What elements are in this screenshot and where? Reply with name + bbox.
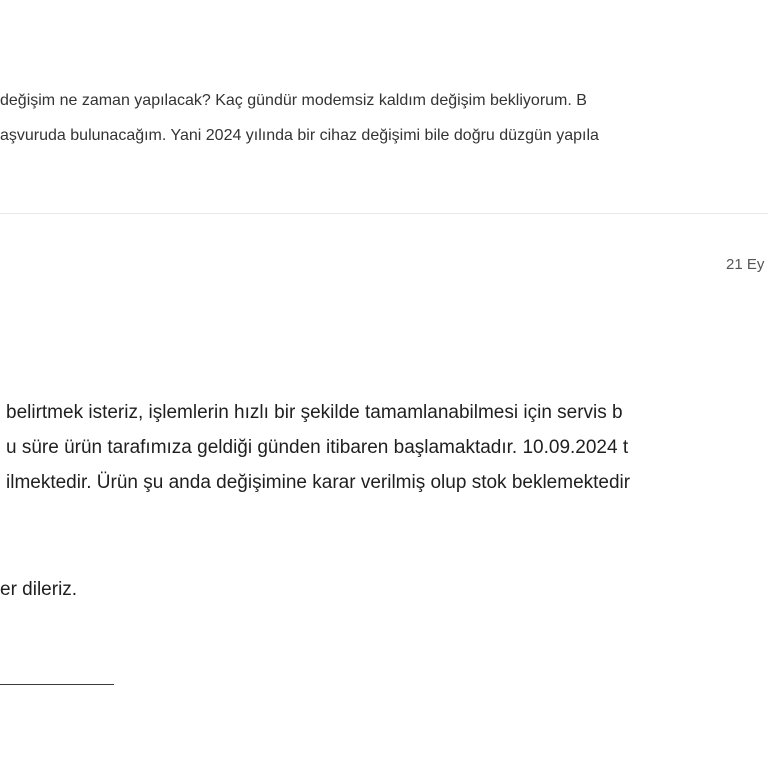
complaint-text-line-2: aşvuruda bulunacağım. Yani 2024 yılında bir cihaz değişimi bile doğru düzgün yapıla — [0, 127, 599, 144]
reply-closing-line: er dileriz. — [0, 579, 78, 600]
message-divider — [0, 213, 768, 214]
reply-text-line-3: ilmektedir. Ürün şu anda değişimine karar verilmiş olup stok beklemektedir — [6, 472, 631, 493]
reply-text-line-2: u süre ürün tarafımıza geldiği günden itibaren başlamaktadır. 10.09.2024 t — [6, 437, 629, 458]
signature-separator — [0, 684, 114, 685]
complaint-text-line-1: değişim ne zaman yapılacak? Kaç gündür modemsiz kaldım değişim bekliyorum. B — [0, 92, 587, 109]
reply-text-line-1: belirtmek isteriz, işlemlerin hızlı bir şekilde tamamlanabilmesi için servis b — [6, 402, 623, 423]
reply-date: 21 Ey — [726, 256, 765, 273]
